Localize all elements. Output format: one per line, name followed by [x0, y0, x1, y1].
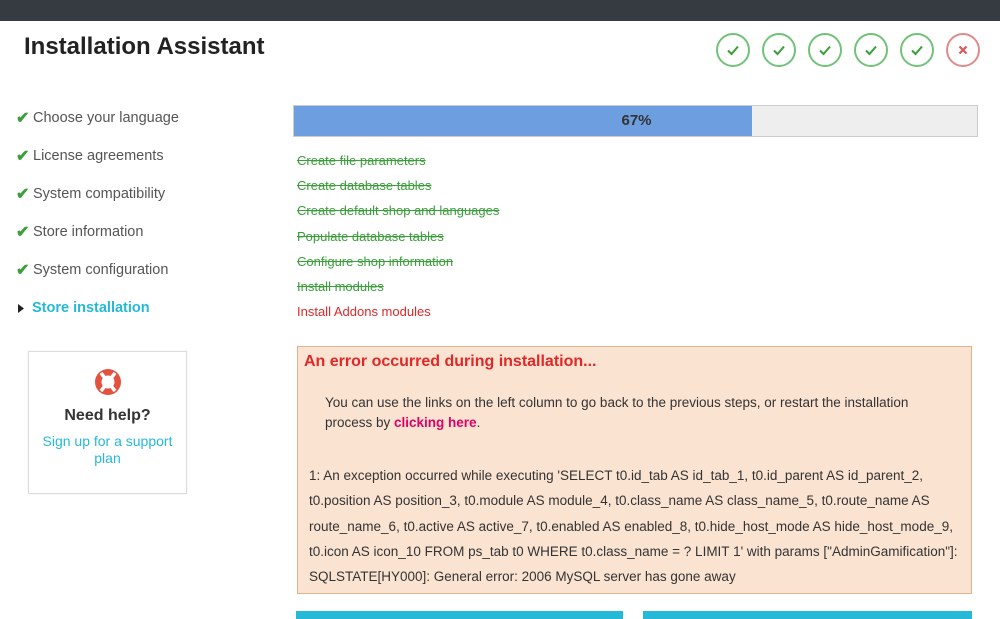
error-message-end: . — [476, 415, 481, 430]
sidebar-item-compatibility[interactable] — [16, 175, 266, 213]
step-done-2-icon — [762, 33, 796, 67]
sidebar-item-label: Store installation — [32, 300, 150, 316]
sidebar-item-label: Choose your language — [33, 110, 179, 126]
step-done-3-icon — [808, 33, 842, 67]
help-title: Need help? — [64, 407, 151, 424]
sidebar-item-system-configuration[interactable] — [16, 251, 266, 289]
check-icon: ✔ — [16, 110, 30, 127]
sidebar-item-language[interactable] — [16, 99, 266, 137]
step-done-4-icon — [854, 33, 888, 67]
step-done-5-icon — [900, 33, 934, 67]
check-icon: ✔ — [16, 224, 30, 241]
caret-right-icon — [16, 304, 32, 313]
task-item: Create database tables — [297, 178, 432, 194]
sidebar-item-label: License agreements — [33, 148, 164, 164]
check-icon: ✔ — [16, 186, 30, 203]
task-item: Create file parameters — [297, 153, 426, 168]
restart-link[interactable]: clicking here — [394, 415, 477, 430]
sidebar-item-label: System configuration — [33, 262, 169, 278]
sidebar-steps — [16, 99, 266, 327]
back-button[interactable] — [296, 611, 623, 619]
error-panel — [297, 346, 972, 594]
support-plan-link[interactable]: Sign up for a support plan — [42, 433, 173, 466]
sidebar-item-store-information[interactable] — [16, 213, 266, 251]
task-item-failed: Install Addons modules — [297, 304, 431, 320]
next-button[interactable] — [643, 611, 972, 619]
install-task-list — [297, 152, 499, 328]
check-icon: ✔ — [16, 148, 30, 165]
error-title: An error occurred during installation... — [304, 353, 597, 370]
step-status-icons — [716, 33, 980, 67]
task-item: Configure shop information — [297, 253, 454, 269]
install-progress-bar — [293, 105, 978, 137]
error-detail: 1: An exception occurred while executing 'SELECT t0.id_tab AS id_tab_1, t0.id_parent AS id_parent_2, t0.position AS position_3, t0.module AS module_4, t0.class_name AS class_name_5, t0.route_name AS route_name_6, t0.active AS active_7, t0.enabled AS enabled_8, t0.hide_host_mode AS hide_host_mode_9, t0.icon AS icon_10 FROM ps_tab t0 WHERE t0.class_name = ? LIMIT 1' with params ["AdminGamification"]: SQLSTATE[HY000]: General error: 2006 MySQL server has gone away — [309, 468, 958, 585]
sidebar-item-license[interactable] — [16, 137, 266, 175]
sidebar-item-label: System compatibility — [33, 186, 166, 202]
page-title: Installation Assistant — [24, 33, 265, 60]
task-item: Create default shop and languages — [297, 203, 500, 219]
sidebar-item-label: Store information — [33, 224, 144, 240]
task-item: Populate database tables — [297, 228, 444, 244]
lifebuoy-icon — [29, 366, 186, 403]
step-done-1-icon — [716, 33, 750, 67]
check-icon: ✔ — [16, 262, 30, 279]
sidebar-item-store-installation[interactable] — [16, 289, 266, 327]
error-message-text: You can use the links on the left column to go back to the previous steps, or restart the installation process by — [325, 395, 909, 430]
step-error-icon — [946, 33, 980, 67]
progress-label: 67% — [621, 112, 652, 129]
error-message — [325, 393, 945, 433]
task-item: Install modules — [297, 278, 384, 294]
help-box — [28, 351, 187, 494]
top-bar — [0, 0, 1000, 21]
